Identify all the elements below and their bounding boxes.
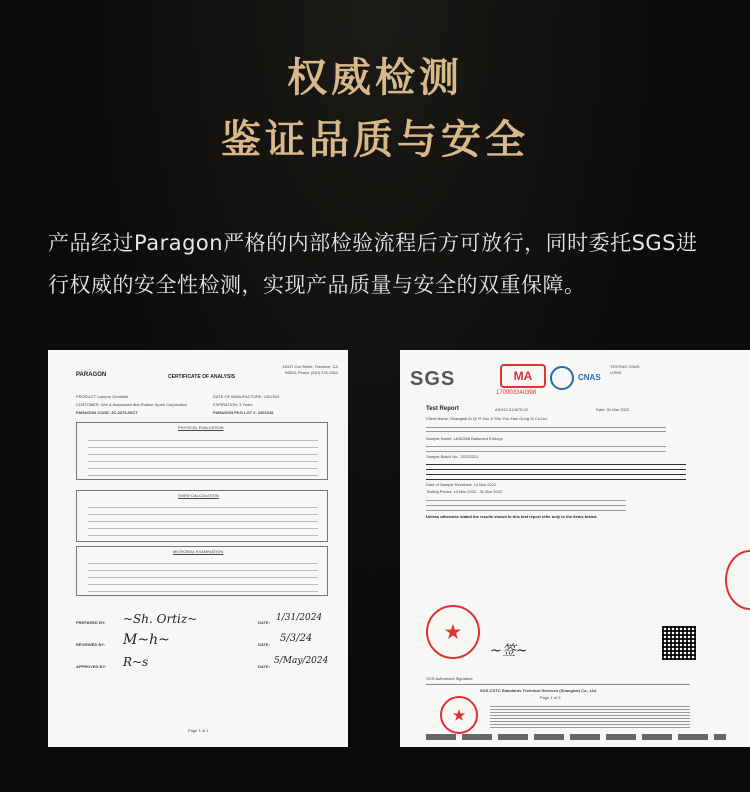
ilac-icon: [550, 366, 574, 390]
fine-print-lines: [490, 704, 690, 728]
qr-code: [662, 626, 696, 660]
report-date: Date: 31 Mar 2022: [596, 407, 630, 412]
footer-contact-lines: [426, 734, 726, 740]
date-value-3: 5/May/2024: [274, 656, 329, 666]
approved-label: APPROVED BY:: [76, 664, 107, 669]
date-label-1: DATE:: [258, 620, 270, 625]
signature-divider: [426, 684, 690, 685]
sample-batch: Sample Batch No.: 20220221: [426, 454, 479, 459]
seam-stamp: [725, 550, 750, 610]
sgs-logo: SGS: [410, 368, 456, 390]
testing-badge: TESTING CNAS L0599: [610, 364, 640, 375]
coa-row-code: PARAGON CODE: 3C-2370-00CT: [76, 410, 138, 415]
section-microbial: MICROBIAL EXAMINATION: [173, 549, 224, 554]
date-received: Date of Sample Received: 14 Mar 2022: [426, 482, 497, 487]
manufacturer-lines: [426, 442, 666, 452]
coa-row-expiration: EXPIRATION: 3 Years: [213, 402, 253, 407]
physical-rows: [88, 436, 318, 476]
report-number: ASH22-014675.02: [495, 407, 528, 412]
report-label: Test Report: [426, 406, 459, 412]
shew-rows: [88, 504, 318, 536]
client-name: Client Name: Shanghai Ai Qi Yi Yao Ji Shu You Xian Gong Si Co.Ltd.: [426, 416, 548, 421]
paragon-logo: PARAGON: [76, 372, 107, 378]
testing-period: Testing Period: 14 Mar 2022 - 31 Mar 2022: [426, 489, 503, 494]
reviewed-signature: M~h~: [123, 632, 170, 648]
approved-signature: R~s: [123, 655, 149, 669]
sgs-test-report-document: [400, 350, 750, 747]
unless-note: Unless otherwise stated the results shown in this test report refer only to the items tested.: [426, 514, 598, 519]
description-text: 产品经过Paragon严格的内部检验流程后方可放行，同时委托SGS进行权威的安全性检测，实现产品质量与安全的双重保障。: [48, 231, 698, 297]
reviewed-label: REVIEWED BY:: [76, 642, 106, 647]
coa-row-customer: CUSTOMER: Wei & Associates dba Rubine Spark Corporation: [76, 402, 188, 407]
coa-title: CERTIFICATE OF ANALYSIS: [168, 374, 236, 380]
test-request-lines: [426, 497, 626, 511]
received-statement-lines: [426, 464, 686, 480]
prepared-label: PREPARED BY:: [76, 620, 106, 625]
signature-label: SGS Authorized Signature: [426, 676, 473, 681]
bottom-stamp: ★: [440, 696, 478, 734]
company-name: SGS-CSTC Standards Technical Services (Shanghai) Co., Ltd.: [480, 688, 598, 693]
coa-page-footer: Page 1 of 1: [188, 728, 209, 733]
certificate-of-analysis-document: [48, 350, 348, 747]
prepared-signature: ~Sh. Ortiz~: [123, 612, 198, 626]
date-label-3: DATE:: [258, 664, 270, 669]
client-address-lines: [426, 424, 666, 432]
date-value-1: 1/31/2024: [276, 613, 323, 623]
cma-logo: MA: [500, 364, 546, 388]
coa-row-date: DATE OF MANUFACTURE: 1/5/2024: [213, 394, 280, 399]
date-value-2: 5/3/24: [280, 633, 313, 644]
official-stamp: ★: [426, 605, 480, 659]
date-label-2: DATE:: [258, 642, 270, 647]
heading-line1: 权威检测: [287, 54, 463, 101]
sgs-page-number: Page 1 of 3: [540, 695, 561, 700]
coa-address: 15417 Cat Street, Torrance, CA 90503, Phone (310) 276-1563: [282, 364, 338, 375]
section-physical: PHYSICAL EVALUATION: [178, 425, 224, 430]
coa-row-lot: PARAGON PKG LOT #: 2401018: [213, 410, 274, 415]
section-shew: SHEW CALCULATION: [178, 493, 219, 498]
coa-row-product: PRODUCT: Lampre Geminite: [76, 394, 129, 399]
authorized-signature: ~签~: [490, 643, 528, 659]
microbial-rows: [88, 560, 318, 592]
sample-name: Sample Name: LANCMA Balanced Entropy: [426, 436, 503, 441]
cma-number: 170903340398: [496, 390, 537, 396]
heading-line2: 鉴证品质与安全: [221, 116, 529, 163]
cnas-logo: CNAS: [578, 373, 601, 382]
